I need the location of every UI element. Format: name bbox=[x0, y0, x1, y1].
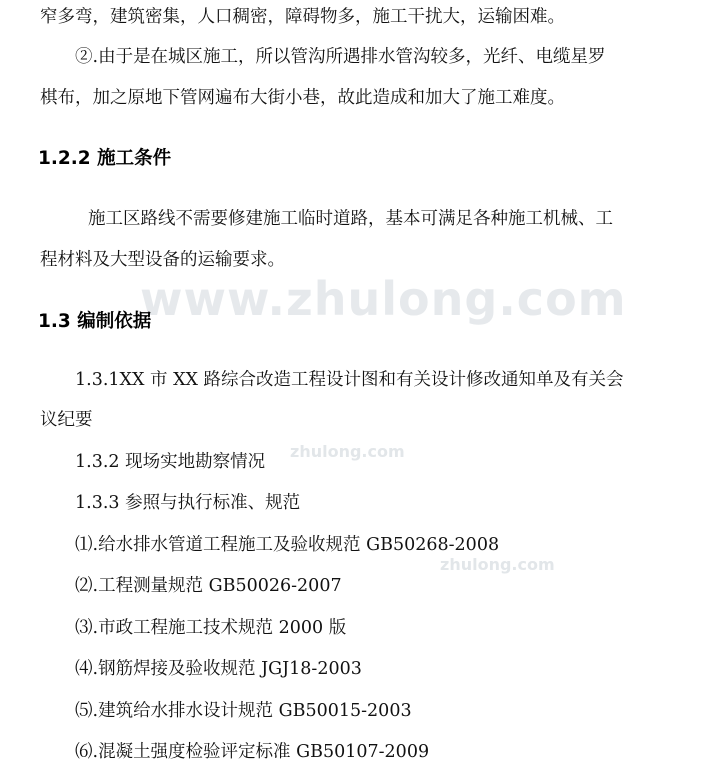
section-heading-1-3: 1.3 编制依据 bbox=[38, 311, 152, 332]
watermark-large: www.zhulong.com bbox=[140, 272, 627, 326]
watermark-small-2: zhulong.com bbox=[440, 555, 555, 574]
paragraph-line: ②.由于是在城区施工，所以管沟所遇排水管沟较多，光纤、电缆星罗 bbox=[75, 47, 606, 67]
standard-item: ⑸.建筑给水排水设计规范 GB50015-2003 bbox=[75, 701, 412, 721]
watermark-small-1: zhulong.com bbox=[290, 442, 405, 461]
list-item-continuation: 议纪要 bbox=[40, 410, 93, 430]
standard-item: ⑷.钢筋焊接及验收规范 JGJ18-2003 bbox=[75, 659, 362, 679]
paragraph-line: 窄多弯，建筑密集，人口稠密，障碍物多，施工干扰大，运输困难。 bbox=[40, 7, 565, 27]
standard-item: ⑹.混凝土强度检验评定标准 GB50107-2009 bbox=[75, 742, 430, 762]
list-item: 1.3.2 现场实地勘察情况 bbox=[75, 452, 266, 472]
standard-item: ⑶.市政工程施工技术规范 2000 版 bbox=[75, 618, 347, 638]
list-item: 1.3.3 参照与执行标准、规范 bbox=[75, 493, 301, 513]
section-heading-1-2-2: 1.2.2 施工条件 bbox=[38, 148, 172, 169]
paragraph-line: 施工区路线不需要修建施工临时道路，基本可满足各种施工机械、工 bbox=[88, 209, 613, 229]
standard-item: ⑵.工程测量规范 GB50026-2007 bbox=[75, 576, 342, 596]
paragraph-line: 棋布，加之原地下管网遍布大街小巷，故此造成和加大了施工难度。 bbox=[40, 88, 565, 108]
list-item: 1.3.1XX 市 XX 路综合改造工程设计图和有关设计修改通知单及有关会 bbox=[75, 370, 624, 390]
standard-item: ⑴.给水排水管道工程施工及验收规范 GB50268-2008 bbox=[75, 535, 500, 555]
paragraph-line: 程材料及大型设备的运输要求。 bbox=[40, 250, 285, 270]
